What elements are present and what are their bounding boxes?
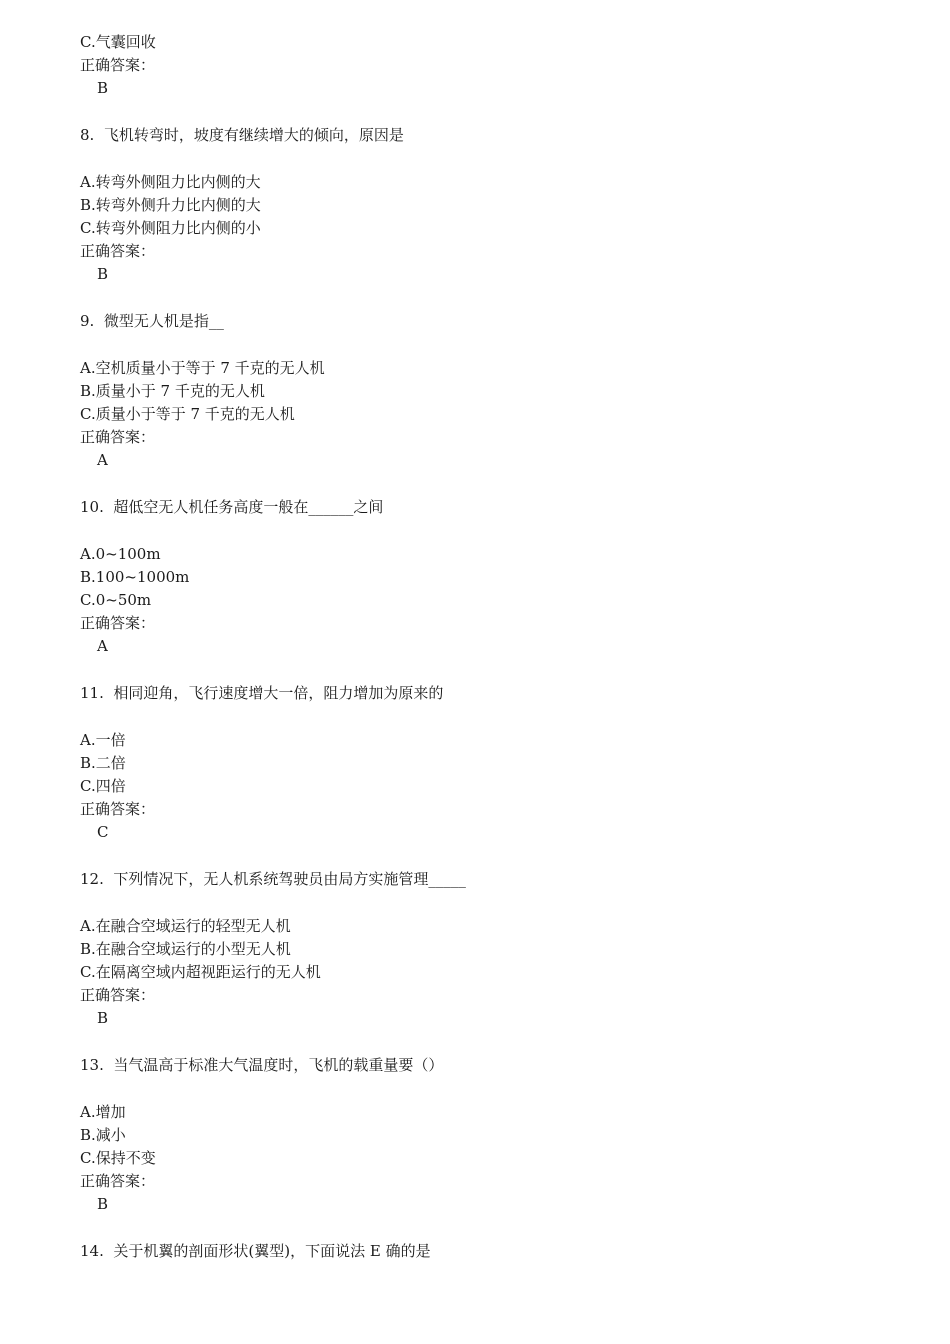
question-text: 13. 当气温高于标准大气温度时，飞机的载重量要（） bbox=[80, 1056, 444, 1074]
answer-value: A bbox=[97, 637, 108, 655]
spacer bbox=[80, 1077, 900, 1101]
spacer bbox=[80, 100, 900, 124]
option-c: C.气囊回收 bbox=[80, 33, 156, 51]
answer-label: 正确答案： bbox=[80, 1172, 156, 1190]
answer-label: 正确答案： bbox=[80, 56, 156, 74]
spacer bbox=[80, 891, 900, 915]
spacer bbox=[80, 286, 900, 310]
question-text: 11. 相同迎角，飞行速度增大一倍，阻力增加为原来的 bbox=[80, 684, 444, 702]
option-c: C.四倍 bbox=[80, 777, 126, 795]
answer-label: 正确答案： bbox=[80, 428, 156, 446]
option-a: A.空机质量小于等于 7 千克的无人机 bbox=[80, 359, 325, 377]
answer-value: B bbox=[97, 79, 109, 97]
question-text: 12. 下列情况下，无人机系统驾驶员由局方实施管理_____ bbox=[80, 870, 466, 888]
option-a: A.0~100m bbox=[80, 545, 161, 563]
option-b: B.在融合空域运行的小型无人机 bbox=[80, 940, 291, 958]
document-page bbox=[80, 31, 900, 1263]
answer-label: 正确答案： bbox=[80, 800, 156, 818]
option-b: B.二倍 bbox=[80, 754, 126, 772]
option-b: B.100~1000m bbox=[80, 568, 190, 586]
question-text: 8. 飞机转弯时，坡度有继续增大的倾向，原因是 bbox=[80, 126, 404, 144]
answer-value: B bbox=[97, 1009, 109, 1027]
answer-label: 正确答案： bbox=[80, 986, 156, 1004]
question-text: 14. 关于机翼的剖面形状(翼型)，下面说法 E 确的是 bbox=[80, 1242, 431, 1260]
answer-value: C bbox=[97, 823, 109, 841]
option-b: B.质量小于 7 千克的无人机 bbox=[80, 382, 265, 400]
answer-value: B bbox=[97, 265, 109, 283]
spacer bbox=[80, 658, 900, 682]
answer-value: B bbox=[97, 1195, 109, 1213]
option-c: C.0~50m bbox=[80, 591, 152, 609]
question-text: 10. 超低空无人机任务高度一般在______之间 bbox=[80, 498, 384, 516]
option-c: C.保持不变 bbox=[80, 1149, 156, 1167]
option-a: A.转弯外侧阻力比内侧的大 bbox=[80, 173, 261, 191]
spacer bbox=[80, 333, 900, 357]
spacer bbox=[80, 519, 900, 543]
option-b: B.减小 bbox=[80, 1126, 126, 1144]
spacer bbox=[80, 1216, 900, 1240]
option-a: A.在融合空域运行的轻型无人机 bbox=[80, 917, 291, 935]
spacer bbox=[80, 705, 900, 729]
question-text: 9. 微型无人机是指__ bbox=[80, 312, 224, 330]
option-a: A.增加 bbox=[80, 1103, 126, 1121]
option-b: B.转弯外侧升力比内侧的大 bbox=[80, 196, 261, 214]
option-c: C.在隔离空域内超视距运行的无人机 bbox=[80, 963, 321, 981]
spacer bbox=[80, 472, 900, 496]
option-c: C.质量小于等于 7 千克的无人机 bbox=[80, 405, 295, 423]
spacer bbox=[80, 844, 900, 868]
answer-value: A bbox=[97, 451, 108, 469]
answer-label: 正确答案： bbox=[80, 614, 156, 632]
option-a: A.一倍 bbox=[80, 731, 126, 749]
answer-label: 正确答案： bbox=[80, 242, 156, 260]
spacer bbox=[80, 1030, 900, 1054]
spacer bbox=[80, 147, 900, 171]
option-c: C.转弯外侧阻力比内侧的小 bbox=[80, 219, 261, 237]
